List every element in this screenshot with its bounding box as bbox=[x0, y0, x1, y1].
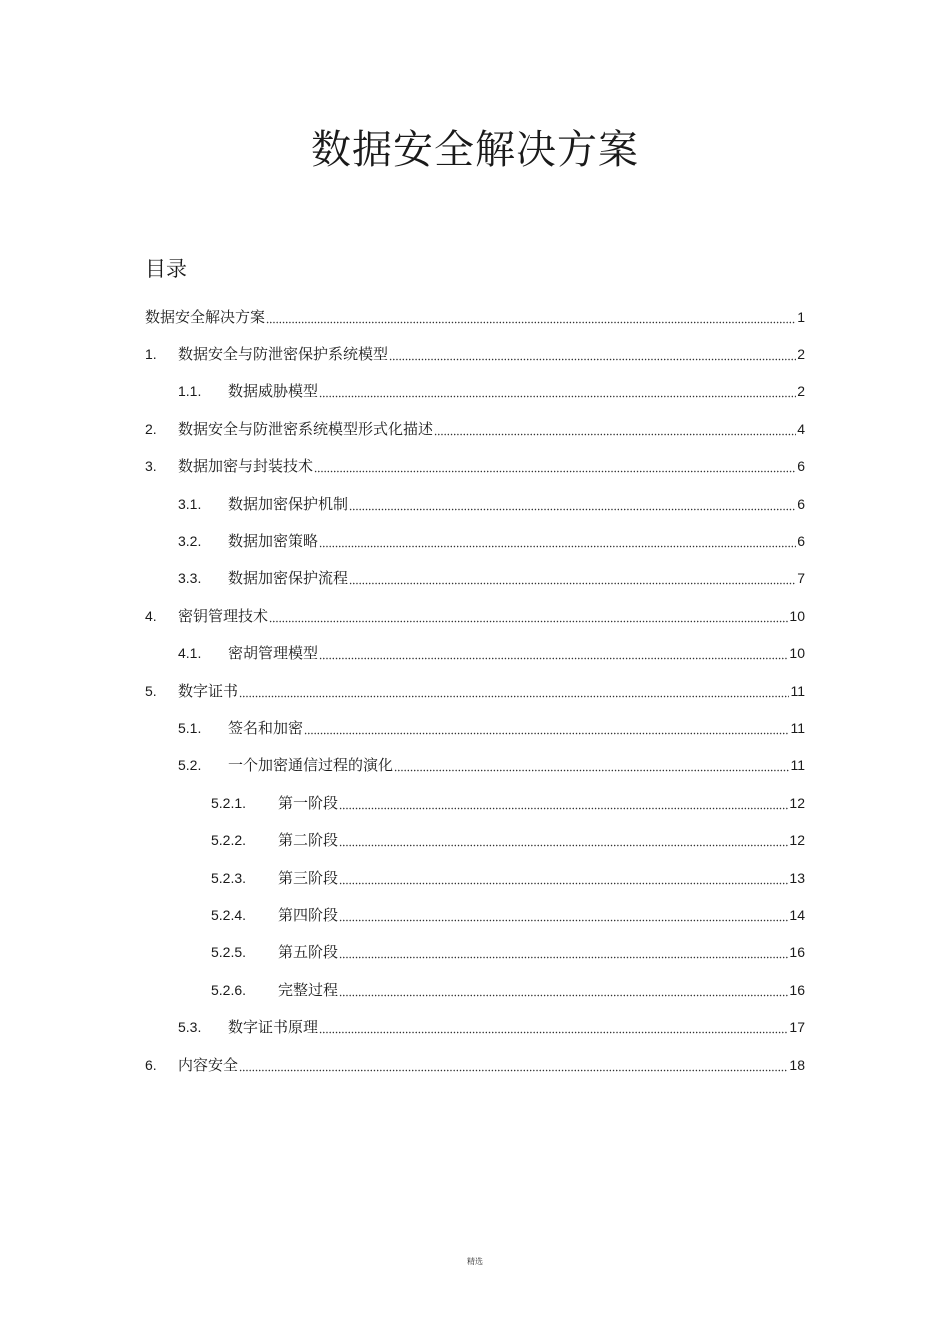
toc-entry-title[interactable]: 数字证书原理 bbox=[228, 1018, 319, 1037]
toc-dot-leader bbox=[319, 531, 796, 551]
toc-page-number: 10 bbox=[789, 607, 805, 624]
toc-entry-title[interactable]: 数据加密策略 bbox=[228, 532, 319, 551]
toc-page-number: 11 bbox=[790, 682, 805, 699]
toc-entry-title[interactable]: 数据加密保护机制 bbox=[228, 494, 349, 513]
toc-entry[interactable] bbox=[0, 298, 950, 335]
toc-page-number: 14 bbox=[789, 906, 805, 923]
page-footer: 精选 bbox=[467, 1257, 483, 1266]
toc-entry[interactable] bbox=[0, 821, 950, 858]
toc-dot-leader bbox=[339, 942, 788, 962]
toc-page-number: 1 bbox=[797, 308, 805, 325]
toc-entry-title[interactable]: 完整过程 bbox=[278, 980, 339, 999]
toc-entry-title[interactable]: 数据安全与防泄密系统模型形式化描述 bbox=[178, 419, 434, 438]
toc-entry-number: 5.2.5. bbox=[211, 944, 247, 961]
toc-page-number: 12 bbox=[789, 794, 805, 811]
toc-entry[interactable] bbox=[0, 859, 950, 896]
toc-dot-leader bbox=[314, 456, 796, 476]
toc-entry[interactable] bbox=[0, 373, 950, 410]
toc-dot-leader bbox=[434, 419, 796, 439]
toc-page-number: 6 bbox=[797, 495, 805, 512]
toc-entry-title[interactable]: 数字证书 bbox=[178, 681, 239, 700]
toc-page-number: 12 bbox=[789, 832, 805, 849]
toc-dot-leader bbox=[394, 755, 789, 775]
toc-dot-leader bbox=[239, 681, 789, 701]
toc-entry-title[interactable]: 第三阶段 bbox=[278, 868, 339, 887]
toc-entry[interactable] bbox=[0, 896, 950, 933]
toc-dot-leader bbox=[269, 606, 788, 626]
toc-dot-leader bbox=[349, 494, 796, 514]
toc-dot-leader bbox=[339, 905, 788, 925]
toc-entry-number: 5.2.6. bbox=[211, 981, 247, 998]
toc-entry-title[interactable]: 第四阶段 bbox=[278, 905, 339, 924]
toc-dot-leader bbox=[266, 307, 796, 327]
toc-entry-number: 5.3. bbox=[178, 1019, 202, 1036]
toc-entry[interactable] bbox=[0, 1008, 950, 1045]
toc-entry-title[interactable]: 密胡管理模型 bbox=[228, 644, 319, 663]
toc-entry-number: 2. bbox=[145, 420, 157, 437]
toc-entry-number: 3. bbox=[145, 458, 157, 475]
toc-dot-leader bbox=[339, 980, 788, 1000]
toc-page-number: 11 bbox=[790, 719, 805, 736]
toc-entry-title[interactable]: 数据安全解决方案 bbox=[145, 307, 266, 326]
toc-entry[interactable] bbox=[0, 410, 950, 447]
toc-entry-title[interactable]: 签名和加密 bbox=[228, 718, 304, 737]
toc-entry[interactable] bbox=[0, 597, 950, 634]
toc-entry-number: 4.1. bbox=[178, 645, 202, 662]
toc-entry-number: 6. bbox=[145, 1056, 157, 1073]
toc-entry-title[interactable]: 数据加密保护流程 bbox=[228, 569, 349, 588]
toc-entry-title[interactable]: 密钥管理技术 bbox=[178, 606, 269, 625]
toc-entry-number: 5.1. bbox=[178, 719, 202, 736]
toc-page-number: 2 bbox=[797, 346, 805, 363]
toc-entry[interactable] bbox=[0, 560, 950, 597]
toc-entry[interactable] bbox=[0, 709, 950, 746]
toc-entry[interactable] bbox=[0, 485, 950, 522]
toc-entry[interactable] bbox=[0, 934, 950, 971]
toc-dot-leader bbox=[339, 793, 788, 813]
toc-entry-number: 3.3. bbox=[178, 570, 202, 587]
toc-entry-number: 5.2.2. bbox=[211, 832, 247, 849]
toc-entry-title[interactable]: 内容安全 bbox=[178, 1055, 239, 1074]
toc-entry-number: 4. bbox=[145, 607, 157, 624]
toc-entry-number: 1. bbox=[145, 346, 157, 363]
toc-page-number: 6 bbox=[797, 533, 805, 550]
toc-dot-leader bbox=[349, 568, 796, 588]
toc-entry-title[interactable]: 数据威胁模型 bbox=[228, 382, 319, 401]
toc-entry-number: 5.2.1. bbox=[211, 794, 247, 811]
toc-page-number: 7 bbox=[797, 570, 805, 587]
toc-entry-title[interactable]: 数据安全与防泄密保护系统模型 bbox=[178, 345, 389, 364]
toc-page-number: 16 bbox=[789, 981, 805, 998]
toc-dot-leader bbox=[389, 344, 796, 364]
toc-page-number: 18 bbox=[789, 1056, 805, 1073]
toc-entry-number: 5. bbox=[145, 682, 157, 699]
toc-entry-title[interactable]: 第一阶段 bbox=[278, 793, 339, 812]
toc-page-number: 16 bbox=[789, 944, 805, 961]
toc-entry-number: 3.2. bbox=[178, 533, 202, 550]
toc-page-number: 6 bbox=[797, 458, 805, 475]
toc-entry[interactable] bbox=[0, 784, 950, 821]
toc-dot-leader bbox=[319, 381, 796, 401]
toc-entry[interactable] bbox=[0, 1046, 950, 1083]
toc-dot-leader bbox=[319, 1017, 788, 1037]
toc-dot-leader bbox=[339, 868, 788, 888]
toc-dot-leader bbox=[304, 718, 789, 738]
toc-entry[interactable] bbox=[0, 635, 950, 672]
toc-dot-leader bbox=[239, 1055, 788, 1075]
toc-entry[interactable] bbox=[0, 672, 950, 709]
document-title: 数据安全解决方案 bbox=[311, 127, 639, 173]
toc-entry[interactable] bbox=[0, 971, 950, 1008]
toc-page-number: 10 bbox=[789, 645, 805, 662]
toc-entry[interactable] bbox=[0, 747, 950, 784]
toc-entry-title[interactable]: 第五阶段 bbox=[278, 943, 339, 962]
toc-entry-title[interactable]: 一个加密通信过程的演化 bbox=[228, 756, 394, 775]
toc-entry-number: 5.2.3. bbox=[211, 869, 247, 886]
toc-entry[interactable] bbox=[0, 335, 950, 372]
toc-entry[interactable] bbox=[0, 448, 950, 485]
toc-entry-number: 5.2. bbox=[178, 757, 202, 774]
toc-entry-title[interactable]: 第二阶段 bbox=[278, 831, 339, 850]
toc-entry[interactable] bbox=[0, 522, 950, 559]
toc-dot-leader bbox=[319, 643, 788, 663]
toc-page-number: 13 bbox=[789, 869, 805, 886]
toc-entry-number: 3.1. bbox=[178, 495, 202, 512]
toc-entry-number: 1.1. bbox=[178, 383, 202, 400]
toc-page-number: 2 bbox=[797, 383, 805, 400]
toc-dot-leader bbox=[339, 830, 788, 850]
toc-heading: 目录 bbox=[145, 257, 187, 281]
toc-page-number: 17 bbox=[789, 1019, 805, 1036]
toc-entry-number: 5.2.4. bbox=[211, 906, 247, 923]
toc-page-number: 4 bbox=[797, 420, 805, 437]
toc-entry-title[interactable]: 数据加密与封装技术 bbox=[178, 457, 314, 476]
table-of-contents bbox=[0, 298, 950, 1083]
toc-page-number: 11 bbox=[790, 757, 805, 774]
